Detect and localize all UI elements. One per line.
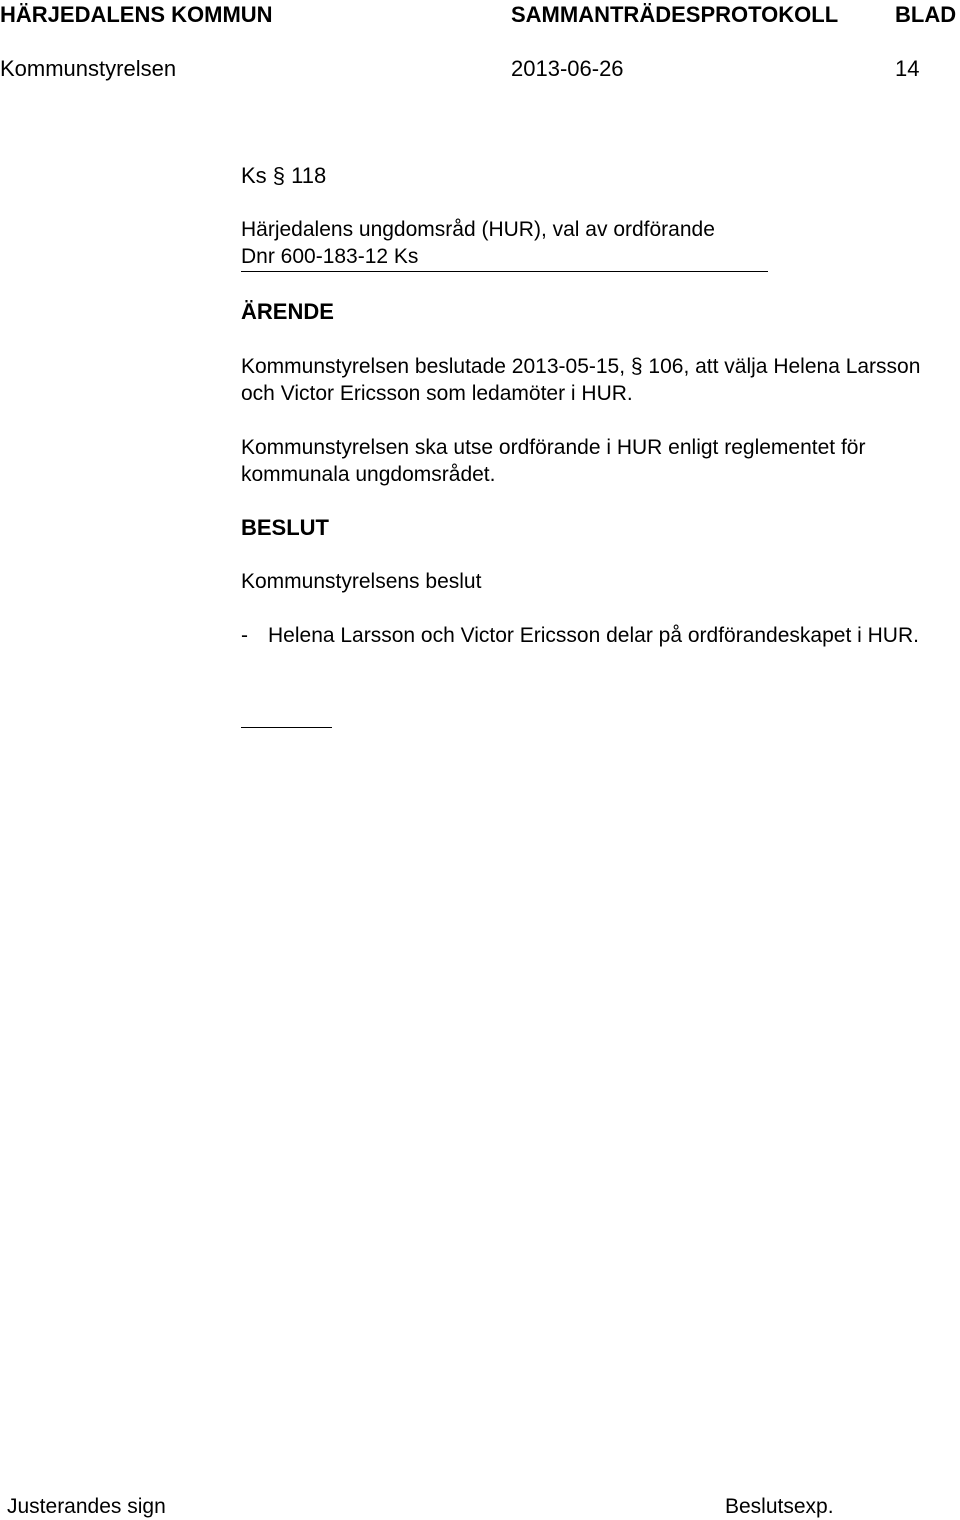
beslut-item: Helena Larsson och Victor Ericsson delar på ordförandeskapet i HUR. bbox=[268, 624, 919, 647]
arende-heading: ÄRENDE bbox=[241, 299, 334, 324]
item-title: Härjedalens ungdomsråd (HUR), val av ordförande bbox=[241, 218, 715, 241]
page-number: 14 bbox=[895, 56, 920, 81]
justerandes-sign: Justerandes sign bbox=[7, 1495, 166, 1518]
body-name: Kommunstyrelsen bbox=[0, 56, 177, 81]
arende-paragraph-1: Kommunstyrelsen beslutade 2013-05-15, § 106, att välja Helena Larsson och Victor Ericsson som ledamöter i HUR. bbox=[241, 355, 921, 405]
beslut-heading: BESLUT bbox=[241, 515, 329, 540]
end-rule bbox=[241, 727, 332, 728]
beslutsexp: Beslutsexp. bbox=[725, 1495, 834, 1518]
document-type: SAMMANTRÄDESPROTOKOLL bbox=[511, 2, 839, 27]
arende-paragraph-2: Kommunstyrelsen ska utse ordförande i HUR enligt reglementet för kommunala ungdomsrådet. bbox=[241, 436, 866, 486]
beslut-intro: Kommunstyrelsens beslut bbox=[241, 570, 482, 593]
org-name: HÄRJEDALENS KOMMUN bbox=[0, 2, 273, 27]
dnr: Dnr 600-183-12 Ks bbox=[241, 245, 419, 268]
blad-label: BLAD bbox=[895, 2, 957, 27]
title-underline bbox=[241, 271, 768, 272]
beslut-bullet: - bbox=[241, 624, 248, 647]
item-number: Ks § 118 bbox=[241, 163, 327, 188]
meeting-date: 2013-06-26 bbox=[511, 56, 624, 81]
